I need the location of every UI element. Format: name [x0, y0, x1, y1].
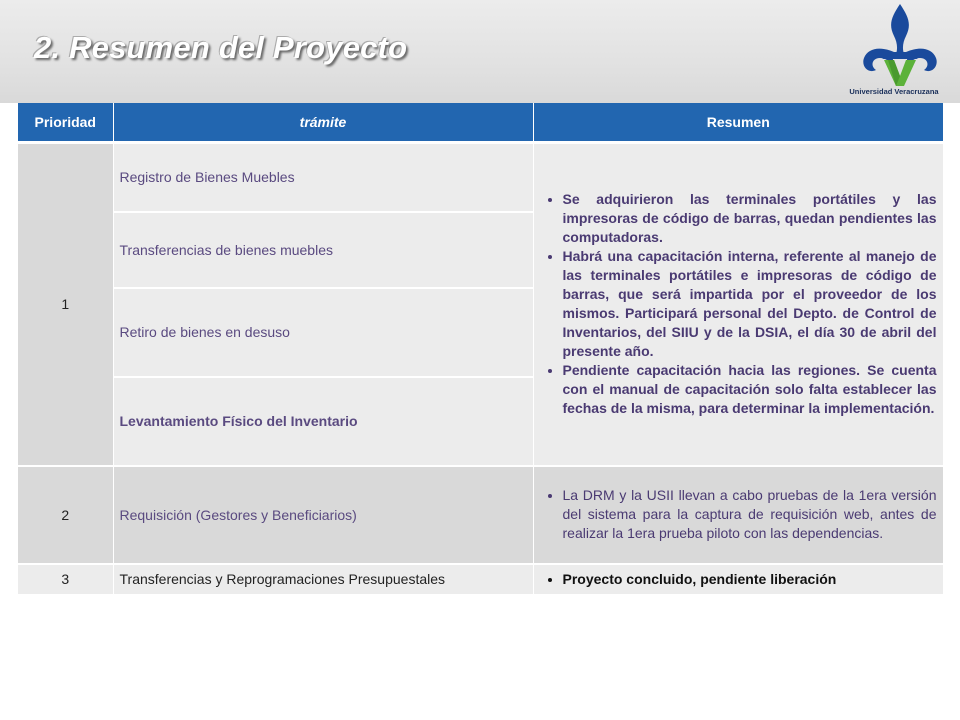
table-row — [18, 564, 943, 595]
header-resumen: Resumen — [533, 103, 943, 143]
summary-cell — [533, 564, 943, 595]
summary-bullet: • Pendiente capacitación hacia las regiones. Se cuenta con el manual de capacitación solo falta establecer las fechas de la misma, para determinar la implementación. — [563, 361, 937, 418]
summary-list — [540, 486, 937, 543]
table-row — [18, 466, 943, 564]
tramite-cell: Requisición (Gestores y Beneficiarios) — [113, 466, 533, 564]
summary-bullet: • Proyecto concluido, pendiente liberación — [563, 570, 937, 589]
tramite-cell: Levantamiento Físico del Inventario — [113, 377, 533, 466]
priority-cell: 3 — [18, 564, 113, 595]
university-logo-icon — [858, 2, 942, 88]
summary-bullet: • La DRM y la USII llevan a cabo pruebas de la 1era versión del sistema para la captura de requisición web, antes de realizar la 1era prueba piloto con las dependencias. — [563, 486, 937, 543]
summary-cell — [533, 466, 943, 564]
tramite-cell: Retiro de bienes en desuso — [113, 288, 533, 377]
summary-cell — [533, 143, 943, 466]
header-tramite: trámite — [113, 103, 533, 143]
summary-list — [540, 190, 937, 418]
summary-bullet: • Habrá una capacitación interna, referente al manejo de las terminales portátiles e impresoras de código de barras, que será impartida por el proveedor de los mismos. Participará personal del Depto. de Control de Inventarios, del SIIU y de la DSIA, el día 30 de abril del presente año. — [563, 247, 937, 361]
slide-header — [0, 0, 960, 103]
summary-list — [540, 570, 937, 589]
summary-bullet: • Se adquirieron las terminales portátiles y las impresoras de código de barras, quedan pendientes las computadoras. — [563, 190, 937, 247]
tramite-cell: Transferencias de bienes muebles — [113, 212, 533, 288]
table-row — [18, 143, 943, 212]
tramite-cell: Transferencias y Reprogramaciones Presupuestales — [113, 564, 533, 595]
priority-cell: 2 — [18, 466, 113, 564]
priority-cell: 1 — [18, 143, 113, 466]
header-priority: Prioridad — [18, 103, 113, 143]
tramite-cell: Registro de Bienes Muebles — [113, 143, 533, 212]
institution-name: Universidad Veracruzana — [849, 87, 939, 96]
slide-title: 2. Resumen del Proyecto — [34, 30, 408, 65]
project-summary-table — [18, 103, 944, 596]
table-header-row — [18, 103, 943, 143]
